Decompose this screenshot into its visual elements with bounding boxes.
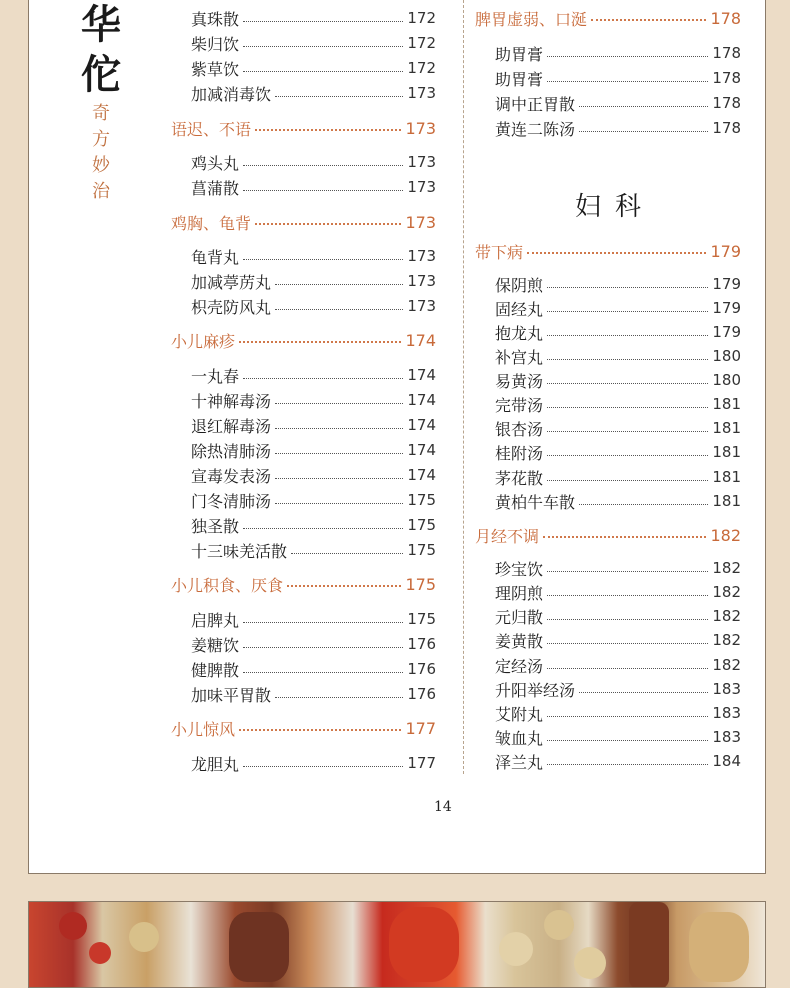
- dot-leader: [547, 287, 708, 288]
- page-reference: 184: [712, 752, 741, 770]
- side-subtitle-char-1: 奇: [92, 103, 110, 124]
- toc-entry-row[interactable]: [191, 56, 436, 80]
- toc-entry-row[interactable]: [495, 580, 741, 604]
- dot-leader: [243, 190, 403, 191]
- dot-leader: [275, 96, 403, 97]
- entry-title: 抱龙丸: [495, 323, 544, 343]
- page-reference: 173: [407, 178, 436, 196]
- dot-leader: [547, 56, 708, 57]
- toc-entry-row[interactable]: [495, 677, 741, 701]
- entry-title: 枳壳防风丸: [191, 297, 272, 317]
- page-reference: 172: [407, 9, 436, 27]
- entry-title: 理阴煎: [495, 583, 544, 603]
- page-reference: 173: [407, 272, 436, 290]
- page-reference: 173: [405, 212, 436, 232]
- page-reference: 174: [407, 391, 436, 409]
- toc-entry-row[interactable]: [191, 438, 436, 462]
- entry-title: 桂附汤: [495, 443, 544, 463]
- category-heading: 妇科: [575, 192, 656, 222]
- entry-title: 固经丸: [495, 299, 544, 319]
- page-reference: 174: [407, 416, 436, 434]
- toc-entry-row[interactable]: [191, 150, 436, 174]
- dot-leader: [255, 223, 401, 225]
- entry-title: 真珠散: [191, 9, 240, 29]
- page-reference: 174: [407, 466, 436, 484]
- toc-entry-row[interactable]: [495, 556, 741, 580]
- dot-leader: [591, 19, 706, 21]
- page-reference: 182: [712, 631, 741, 649]
- toc-entry-row[interactable]: [495, 91, 741, 115]
- page-reference: 181: [712, 395, 741, 413]
- dot-leader: [243, 647, 403, 648]
- dot-leader: [547, 383, 708, 384]
- page-reference: 183: [712, 704, 741, 722]
- toc-entry-row[interactable]: [495, 604, 741, 628]
- page-reference: 182: [712, 607, 741, 625]
- toc-entry-row[interactable]: [191, 413, 436, 437]
- page-reference: 175: [407, 541, 436, 559]
- dot-leader: [275, 478, 403, 479]
- page-reference: 182: [712, 559, 741, 577]
- side-subtitle-char-2: 方: [92, 129, 110, 150]
- dot-leader: [547, 571, 708, 572]
- dot-leader: [527, 252, 706, 254]
- dot-leader: [243, 165, 403, 166]
- page-reference: 173: [407, 247, 436, 265]
- dot-leader: [547, 431, 708, 432]
- toc-entry-row[interactable]: [191, 607, 436, 631]
- toc-entry-row[interactable]: [495, 392, 741, 416]
- toc-entry-row[interactable]: [495, 66, 741, 90]
- page-reference: 173: [407, 153, 436, 171]
- dot-leader: [243, 71, 403, 72]
- dot-leader: [287, 585, 401, 587]
- page-reference: 183: [712, 728, 741, 746]
- dot-leader: [547, 335, 708, 336]
- dot-leader: [243, 766, 403, 767]
- page-reference: 181: [712, 468, 741, 486]
- toc-entry-row[interactable]: [495, 489, 741, 513]
- entry-title: 除热清肺汤: [191, 441, 272, 461]
- page-reference: 183: [712, 680, 741, 698]
- entry-title: 龟背丸: [191, 247, 240, 267]
- toc-section-row[interactable]: [171, 115, 436, 141]
- toc-section-row[interactable]: [171, 327, 436, 353]
- dot-leader: [243, 259, 403, 260]
- dot-leader: [547, 619, 708, 620]
- entry-title: 十神解毒汤: [191, 391, 272, 411]
- page-reference: 178: [710, 8, 741, 28]
- dot-leader: [275, 453, 403, 454]
- toc-entry-row[interactable]: [495, 272, 741, 296]
- dot-leader: [291, 553, 403, 554]
- toc-entry-row[interactable]: [495, 320, 741, 344]
- entry-title: 加减消毒饮: [191, 84, 272, 104]
- entry-title: 门冬清肺汤: [191, 491, 272, 511]
- toc-entry-row[interactable]: [191, 657, 436, 681]
- entry-title: 宣毒发表汤: [191, 466, 272, 486]
- toc-entry-row[interactable]: [495, 344, 741, 368]
- dot-leader: [275, 697, 403, 698]
- toc-entry-row[interactable]: [191, 538, 436, 562]
- book-page: [28, 0, 766, 874]
- dot-leader: [547, 595, 708, 596]
- page-reference: 172: [407, 34, 436, 52]
- entry-title: 保阴煎: [495, 275, 544, 295]
- entry-title: 珍宝饮: [495, 559, 544, 579]
- entry-title: 升阳举经汤: [495, 680, 576, 700]
- dot-leader: [579, 692, 708, 693]
- page-reference: 174: [407, 366, 436, 384]
- page-reference: 175: [407, 516, 436, 534]
- page-reference: 173: [407, 84, 436, 102]
- dot-leader: [275, 428, 403, 429]
- dot-leader: [243, 378, 403, 379]
- page-number: 14: [434, 799, 452, 815]
- page-reference: 181: [712, 492, 741, 510]
- toc-section-row[interactable]: [475, 5, 741, 31]
- page-reference: 178: [712, 94, 741, 112]
- section-title: 鸡胸、龟背: [171, 213, 252, 233]
- entry-title: 十三味羌活散: [191, 541, 288, 561]
- entry-title: 补宫丸: [495, 347, 544, 367]
- toc-entry-row[interactable]: [495, 628, 741, 652]
- herbs-photo-strip: [28, 901, 766, 988]
- entry-title: 退红解毒汤: [191, 416, 272, 436]
- toc-entry-row[interactable]: [191, 682, 436, 706]
- entry-title: 健脾散: [191, 660, 240, 680]
- section-title: 小儿积食、厌食: [171, 575, 284, 595]
- page-reference: 175: [407, 610, 436, 628]
- dot-leader: [243, 528, 403, 529]
- toc-section-row[interactable]: [171, 209, 436, 235]
- dot-leader: [547, 311, 708, 312]
- entry-title: 加味平胃散: [191, 685, 272, 705]
- toc-entry-row[interactable]: [495, 653, 741, 677]
- toc-entry-row[interactable]: [495, 116, 741, 140]
- page-reference: 179: [712, 299, 741, 317]
- dot-leader: [547, 643, 708, 644]
- page-reference: 182: [710, 525, 741, 545]
- dot-leader: [243, 21, 403, 22]
- toc-entry-row[interactable]: [495, 296, 741, 320]
- entry-title: 鸡头丸: [191, 153, 240, 173]
- page-reference: 182: [712, 656, 741, 674]
- toc-entry-row[interactable]: [495, 701, 741, 725]
- page-reference: 173: [407, 297, 436, 315]
- page-reference: 178: [712, 119, 741, 137]
- side-title-char-1: 华: [81, 1, 121, 48]
- toc-entry-row[interactable]: [191, 244, 436, 268]
- entry-title: 茅花散: [495, 468, 544, 488]
- entry-title: 黄连二陈汤: [495, 119, 576, 139]
- dot-leader: [243, 46, 403, 47]
- page-reference: 178: [712, 44, 741, 62]
- dot-leader: [239, 729, 401, 731]
- page-reference: 179: [712, 275, 741, 293]
- toc-section-row[interactable]: [475, 238, 741, 264]
- side-subtitle-char-4: 治: [92, 181, 110, 202]
- dot-leader: [255, 129, 401, 131]
- toc-entry-row[interactable]: [495, 440, 741, 464]
- entry-title: 银杏汤: [495, 419, 544, 439]
- entry-title: 一丸春: [191, 366, 240, 386]
- section-title: 语迟、不语: [171, 119, 252, 139]
- toc-section-row[interactable]: [171, 571, 436, 597]
- entry-title: 启脾丸: [191, 610, 240, 630]
- toc-entry-row[interactable]: [495, 368, 741, 392]
- entry-title: 调中正胃散: [495, 94, 576, 114]
- toc-entry-row[interactable]: [495, 465, 741, 489]
- dot-leader: [543, 536, 706, 538]
- page-reference: 181: [712, 419, 741, 437]
- toc-entry-row[interactable]: [191, 363, 436, 387]
- dot-leader: [239, 341, 401, 343]
- toc-entry-row[interactable]: [191, 31, 436, 55]
- entry-title: 皱血丸: [495, 728, 544, 748]
- toc-entry-row[interactable]: [191, 269, 436, 293]
- toc-entry-row[interactable]: [191, 513, 436, 537]
- entry-title: 助胃膏: [495, 69, 544, 89]
- toc-entry-row[interactable]: [191, 81, 436, 105]
- page-reference: 175: [407, 491, 436, 509]
- entry-title: 独圣散: [191, 516, 240, 536]
- page-reference: 177: [405, 718, 436, 738]
- entry-title: 完带汤: [495, 395, 544, 415]
- dot-leader: [243, 672, 403, 673]
- toc-entry-row[interactable]: [191, 632, 436, 656]
- toc-entry-row[interactable]: [191, 6, 436, 30]
- entry-title: 姜黄散: [495, 631, 544, 651]
- dot-leader: [547, 455, 708, 456]
- entry-title: 易黄汤: [495, 371, 544, 391]
- entry-title: 菖蒲散: [191, 178, 240, 198]
- toc-entry-row[interactable]: [191, 294, 436, 318]
- toc-section-row[interactable]: [171, 715, 436, 741]
- toc-entry-row[interactable]: [495, 41, 741, 65]
- dot-leader: [579, 131, 708, 132]
- dot-leader: [579, 106, 708, 107]
- page-reference: 174: [407, 441, 436, 459]
- dot-leader: [547, 359, 708, 360]
- toc-entry-row[interactable]: [191, 488, 436, 512]
- dot-leader: [275, 284, 403, 285]
- page-reference: 178: [712, 69, 741, 87]
- toc-section-row[interactable]: [475, 522, 741, 548]
- side-title-char-2: 佗: [81, 51, 121, 98]
- entry-title: 紫草饮: [191, 59, 240, 79]
- dot-leader: [547, 764, 708, 765]
- section-title: 脾胃虚弱、口涎: [475, 9, 588, 29]
- toc-entry-row[interactable]: [495, 725, 741, 749]
- page-reference: 179: [710, 241, 741, 261]
- toc-entry-row[interactable]: [191, 175, 436, 199]
- entry-title: 助胃膏: [495, 44, 544, 64]
- section-title: 月经不调: [475, 526, 540, 546]
- section-title: 小儿惊风: [171, 719, 236, 739]
- page-reference: 172: [407, 59, 436, 77]
- page-reference: 179: [712, 323, 741, 341]
- entry-title: 龙胆丸: [191, 754, 240, 774]
- dot-leader: [243, 622, 403, 623]
- dot-leader: [547, 668, 708, 669]
- page-reference: 180: [712, 371, 741, 389]
- dot-leader: [547, 716, 708, 717]
- page-reference: 175: [405, 574, 436, 594]
- column-divider: [463, 0, 464, 774]
- dot-leader: [275, 503, 403, 504]
- side-title: [75, 0, 127, 204]
- entry-title: 姜糖饮: [191, 635, 240, 655]
- toc-entry-row[interactable]: [191, 463, 436, 487]
- side-subtitle-char-3: 妙: [92, 155, 110, 176]
- toc-entry-row[interactable]: [191, 751, 436, 775]
- entry-title: 柴归饮: [191, 34, 240, 54]
- dot-leader: [547, 407, 708, 408]
- entry-title: 黄柏牛车散: [495, 492, 576, 512]
- page-reference: 174: [405, 330, 436, 350]
- page-reference: 180: [712, 347, 741, 365]
- page-reference: 173: [405, 118, 436, 138]
- entry-title: 泽兰丸: [495, 752, 544, 772]
- page-reference: 182: [712, 583, 741, 601]
- entry-title: 艾附丸: [495, 704, 544, 724]
- section-title: 小儿麻疹: [171, 331, 236, 351]
- toc-entry-row[interactable]: [495, 749, 741, 773]
- dot-leader: [275, 403, 403, 404]
- entry-title: 定经汤: [495, 656, 544, 676]
- entry-title: 加减葶苈丸: [191, 272, 272, 292]
- page-reference: 176: [407, 685, 436, 703]
- dot-leader: [547, 81, 708, 82]
- dot-leader: [579, 504, 708, 505]
- toc-entry-row[interactable]: [191, 388, 436, 412]
- dot-leader: [547, 740, 708, 741]
- page-reference: 177: [407, 754, 436, 772]
- page-reference: 176: [407, 635, 436, 653]
- section-title: 带下病: [475, 242, 524, 262]
- page-reference: 181: [712, 443, 741, 461]
- entry-title: 元归散: [495, 607, 544, 627]
- dot-leader: [547, 480, 708, 481]
- toc-entry-row[interactable]: [495, 416, 741, 440]
- page-reference: 176: [407, 660, 436, 678]
- dot-leader: [275, 309, 403, 310]
